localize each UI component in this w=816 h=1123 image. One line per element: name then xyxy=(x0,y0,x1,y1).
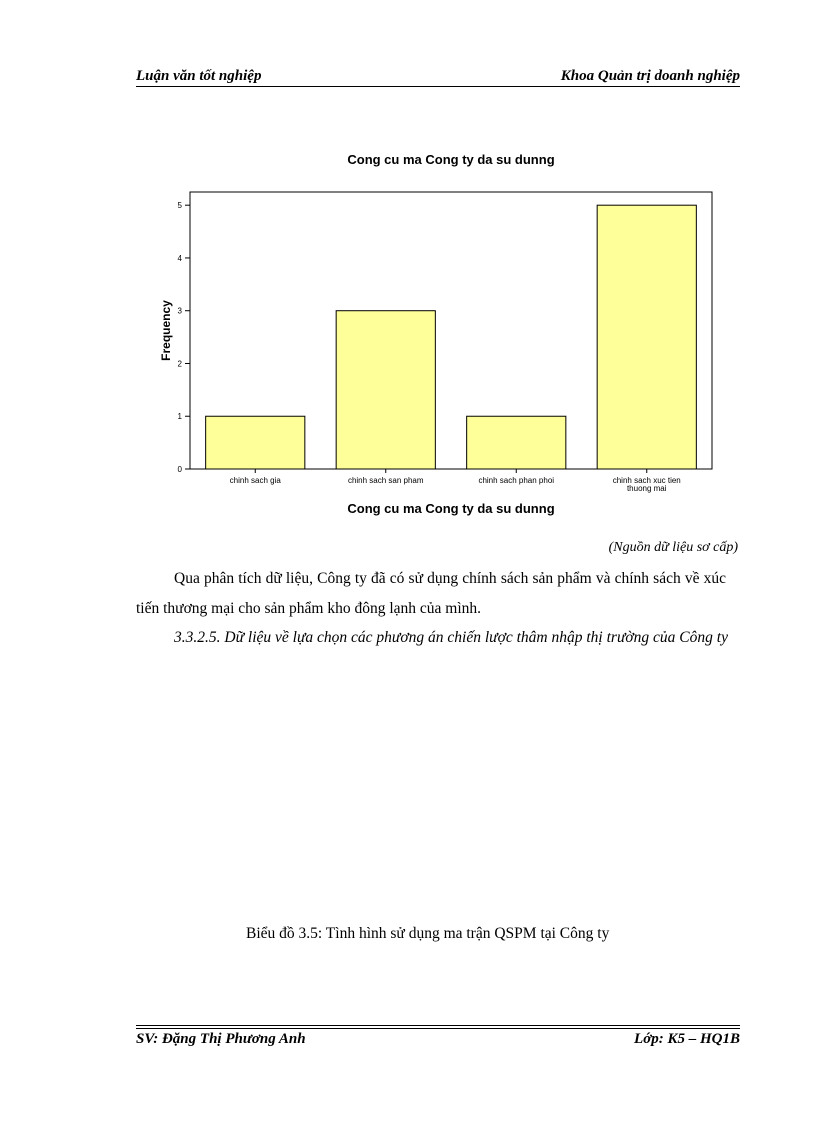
bar xyxy=(336,311,435,469)
footer-right: Lớp: K5 – HQ1B xyxy=(634,1031,740,1047)
bar-chart xyxy=(150,140,730,530)
footer-rule-double xyxy=(136,1028,740,1029)
x-tick-label: chinh sach san pham xyxy=(347,476,424,485)
bar xyxy=(467,416,566,469)
footer-rule xyxy=(136,1025,740,1026)
y-tick-label: 3 xyxy=(177,306,182,316)
bar xyxy=(206,416,305,469)
figure-caption: Biểu đồ 3.5: Tình hình sử dụng ma trận QSPM tại Công ty xyxy=(246,925,610,942)
x-tick-label: chinh sach gia xyxy=(229,476,281,485)
y-tick-label: 0 xyxy=(177,465,182,474)
body-paragraph xyxy=(136,564,726,624)
header-rule xyxy=(136,86,740,87)
paragraph-text: Qua phân tích dữ liệu, Công ty đã có sử dụng chính sách sản phẩm và chính sách về xúc tiến thương mại cho sản phẩm kho đông lạnh của mình. xyxy=(136,570,726,617)
header-left: Luận văn tốt nghiệp xyxy=(136,68,262,84)
y-tick-label: 5 xyxy=(177,201,182,211)
header-right: Khoa Quản trị doanh nghiệp xyxy=(560,68,740,84)
sub-heading-text: 3.3.2.5. Dữ liệu về lựa chọn các phương án chiến lược thâm nhập thị trường của Công ty xyxy=(174,629,728,646)
chart-title: Cong cu ma Cong ty da su dunng xyxy=(347,152,555,167)
y-axis-label: Frequency xyxy=(159,300,173,361)
x-tick-label: chinh sach xuc tien xyxy=(612,476,681,485)
source-note: (Nguồn dữ liệu sơ cấp) xyxy=(608,540,738,555)
bar xyxy=(597,205,696,469)
footer-left: SV: Đặng Thị Phương Anh xyxy=(136,1031,306,1047)
x-tick-label: chinh sach phan phoi xyxy=(478,476,555,485)
y-tick-label: 2 xyxy=(177,359,182,369)
x-axis-label: Cong cu ma Cong ty da su dunng xyxy=(347,501,555,516)
chart-svg xyxy=(150,140,730,530)
y-tick-label: 1 xyxy=(177,412,182,422)
y-tick-label: 4 xyxy=(177,253,182,263)
x-tick-label: thuong mai xyxy=(626,484,667,493)
sub-heading xyxy=(136,623,736,653)
